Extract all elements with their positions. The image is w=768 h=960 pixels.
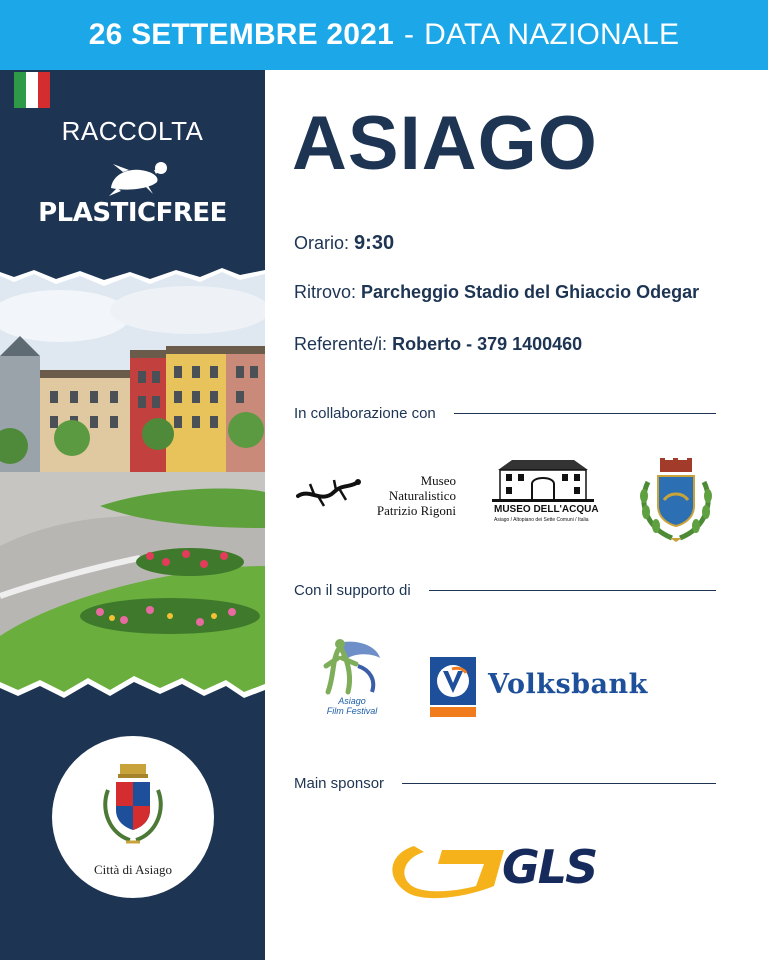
collection-label: RACCOLTA <box>61 116 204 146</box>
top-banner <box>0 0 768 70</box>
volksbank-wordmark: Volksbank <box>488 669 648 700</box>
divider <box>454 413 716 415</box>
museo-nat-line-3: Patrizio Rigoni <box>376 503 456 518</box>
city-of-asiago-seal <box>52 736 214 898</box>
museum-building-icon <box>492 456 594 502</box>
museo-naturalistico-logo <box>296 468 456 520</box>
banner-date: 26 SETTEMBRE 2021 <box>88 18 394 51</box>
museo-acqua-title: MUSEO DELL'ACQUA <box>494 504 599 515</box>
volksbank-logo <box>430 657 680 717</box>
event-time <box>294 232 394 255</box>
divider <box>429 590 716 592</box>
gls-wordmark: GLS <box>502 840 597 894</box>
event-city-title: ASIAGO <box>292 101 598 186</box>
asiago-film-festival-logo <box>318 636 384 728</box>
banner-subtitle: DATA NAZIONALE <box>424 18 680 51</box>
left-panel <box>0 70 265 960</box>
collaboration-header <box>294 405 716 422</box>
main-sponsor-header <box>294 775 716 792</box>
collaboration-label: In collaborazione con <box>294 405 436 422</box>
film-festival-line-1: Asiago <box>338 696 366 706</box>
gls-logo <box>384 836 614 906</box>
main-sponsor-label: Main sponsor <box>294 775 385 792</box>
film-festival-line-2: Film Festival <box>326 706 378 716</box>
seal-caption: Città di Asiago <box>94 862 172 877</box>
event-time-label: Orario: <box>294 233 350 253</box>
museo-acqua-logo <box>492 456 599 528</box>
support-label: Con il supporto di <box>294 582 411 599</box>
asiago-square-photo <box>0 266 265 716</box>
event-contact <box>294 334 582 355</box>
event-meeting-point <box>294 282 699 303</box>
film-festival-figure-icon <box>318 636 384 696</box>
banner-separator: - <box>403 18 415 51</box>
plasticfree-logo: PLASTICFREE <box>38 198 227 228</box>
municipal-crest-icon <box>636 458 716 544</box>
event-contact-value: Roberto - 379 1400460 <box>392 334 583 354</box>
gls-swoosh-icon <box>384 836 514 906</box>
event-time-value: 9:30 <box>354 232 395 254</box>
museo-nat-line-1: Museo <box>420 473 456 488</box>
museo-acqua-subtitle: Asiago / Altopiano dei Sette Comuni / Italia <box>494 517 589 523</box>
volksbank-v-icon <box>430 657 476 717</box>
divider <box>402 783 716 785</box>
lizard-icon <box>296 474 362 508</box>
event-contact-label: Referente/i: <box>294 334 388 354</box>
support-header <box>294 582 716 599</box>
turtle-icon <box>103 158 169 198</box>
italian-flag-icon <box>14 72 50 108</box>
coat-of-arms-icon <box>100 760 166 846</box>
museo-nat-line-2: Naturalistico <box>388 488 456 503</box>
event-meeting-label: Ritrovo: <box>294 282 357 302</box>
event-meeting-value: Parcheggio Stadio del Ghiaccio Odegar <box>361 282 700 302</box>
